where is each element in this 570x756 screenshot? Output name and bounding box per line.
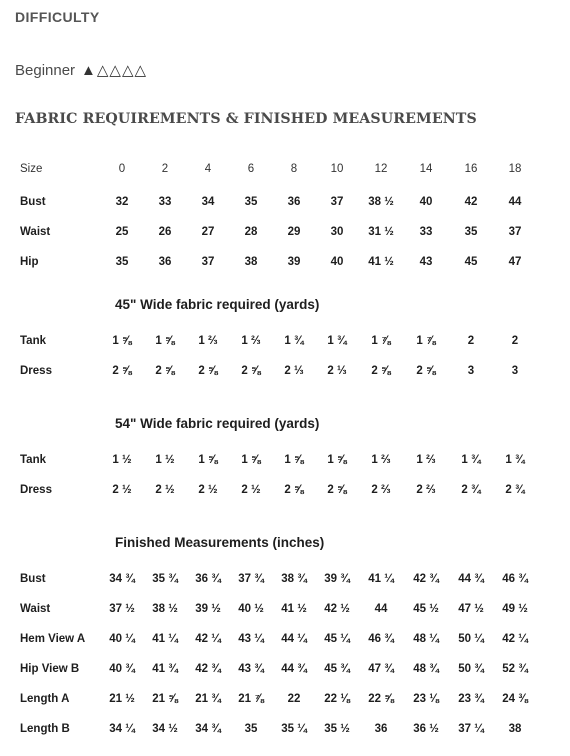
table-cell: 43 (419, 256, 433, 268)
table-cell: 37 (201, 256, 215, 268)
row-label: Tank (20, 454, 46, 466)
table-cell: 41 ¼ (368, 573, 394, 585)
table-cell: 12 (374, 163, 388, 175)
table-cell: 37 (330, 196, 344, 208)
table-cell: 43 ¼ (238, 633, 264, 645)
table-cell: 2 ⅝ (371, 365, 391, 377)
table-cell: 1 ⅝ (284, 454, 304, 466)
table-cell: 2 (467, 335, 475, 347)
table-cell: 33 (419, 226, 433, 238)
table-cell: 38 (508, 723, 522, 735)
table-cell: 47 ½ (458, 603, 484, 615)
table-cell: 40 ¾ (109, 663, 135, 675)
table-cell: 38 ¾ (281, 573, 307, 585)
table-cell: 2 ⅝ (284, 484, 304, 496)
table-cell: 2 ⅝ (327, 484, 347, 496)
table-cell: 44 (508, 196, 522, 208)
table-cell: 2 (511, 335, 519, 347)
table-row (0, 224, 570, 244)
table-cell: 44 ¾ (281, 663, 307, 675)
table-cell: 1 ¾ (327, 335, 347, 347)
table-cell: 16 (464, 163, 478, 175)
table-cell: 2 ½ (241, 484, 261, 496)
table-cell: 44 (374, 603, 388, 615)
difficulty-rating (15, 61, 147, 79)
table-cell: 2 ¾ (461, 484, 481, 496)
table-cell: 1 ¾ (505, 454, 525, 466)
table-cell: 45 ¼ (324, 633, 350, 645)
table-cell: 42 ¼ (502, 633, 528, 645)
table-cell: 21 ⅝ (152, 693, 178, 705)
table-cell: 24 ⅜ (502, 693, 528, 705)
table-cell: 38 (244, 256, 258, 268)
table-cell: 37 ¾ (238, 573, 264, 585)
fabric-requirements-heading: FABRIC REQUIREMENTS & FINISHED MEASUREMENTS (15, 111, 477, 127)
table-cell: 35 ½ (324, 723, 350, 735)
table-cell: 45 ½ (413, 603, 439, 615)
table-cell: 34 ¾ (195, 723, 221, 735)
table-cell: 46 ¾ (502, 573, 528, 585)
table-cell: 36 ¾ (195, 573, 221, 585)
table-cell: 35 (115, 256, 129, 268)
table-cell: 27 (201, 226, 215, 238)
row-label: Waist (20, 226, 51, 238)
row-label: Dress (20, 484, 52, 496)
table-cell: 35 ¾ (152, 573, 178, 585)
table-cell: 40 (419, 196, 433, 208)
table-cell: 1 ⅔ (241, 335, 261, 347)
table-cell: 3 (511, 365, 519, 377)
table-cell: 23 ⅛ (413, 693, 439, 705)
size-header-row (0, 161, 570, 181)
table-cell: 22 ⅝ (368, 693, 394, 705)
difficulty-level: Beginner (15, 62, 76, 79)
table-row (0, 691, 570, 711)
table-cell: 49 ½ (502, 603, 528, 615)
table-row (0, 601, 570, 621)
table-cell: 0 (118, 163, 126, 175)
table-cell: 1 ¾ (284, 335, 304, 347)
table-cell: 2 ½ (198, 484, 218, 496)
table-cell: 2 ½ (112, 484, 132, 496)
row-label: Bust (20, 196, 46, 208)
table-row (0, 363, 570, 383)
table-cell: 2 (161, 163, 169, 175)
table-cell: 40 ½ (238, 603, 264, 615)
table-cell: 4 (204, 163, 212, 175)
table-cell: 1 ⅞ (371, 335, 391, 347)
table-cell: 1 ⅞ (416, 335, 436, 347)
table-cell: 52 ¾ (502, 663, 528, 675)
table-cell: 6 (247, 163, 255, 175)
table-cell: 47 (508, 256, 522, 268)
table-cell: 39 ½ (195, 603, 221, 615)
table-row (0, 571, 570, 591)
table-cell: 41 ¼ (152, 633, 178, 645)
table-cell: 35 (464, 226, 478, 238)
finished-measurements-title: Finished Measurements (inches) (115, 535, 325, 550)
row-label: Hip View B (20, 663, 80, 675)
table-cell: 50 ¼ (458, 633, 484, 645)
table-cell: 46 ¾ (368, 633, 394, 645)
table-cell: 33 (158, 196, 172, 208)
table-cell: 36 (287, 196, 301, 208)
table-cell: 1 ⅝ (112, 335, 132, 347)
table-cell: 2 ⅝ (198, 365, 218, 377)
table-cell: 8 (290, 163, 298, 175)
row-label: Waist (20, 603, 51, 615)
table-cell: 40 (330, 256, 344, 268)
triangle-rating-icon: ▲△△△△ (81, 62, 148, 79)
table-cell: 48 ¼ (413, 633, 439, 645)
table-cell: 37 ½ (109, 603, 135, 615)
row-label: Length A (20, 693, 70, 705)
table-cell: 35 ¼ (281, 723, 307, 735)
table-cell: 36 ½ (413, 723, 439, 735)
table-cell: 42 ¼ (195, 633, 221, 645)
table-row (0, 631, 570, 651)
row-label: Hem View A (20, 633, 86, 645)
table-cell: 41 ½ (368, 256, 394, 268)
table-row (0, 333, 570, 353)
table-cell: 1 ¾ (461, 454, 481, 466)
table-cell: 28 (244, 226, 258, 238)
table-cell: 42 ¾ (413, 573, 439, 585)
table-cell: 25 (115, 226, 129, 238)
table-cell: 34 ¼ (109, 723, 135, 735)
table-cell: 37 ¼ (458, 723, 484, 735)
table-cell: 1 ⅔ (416, 454, 436, 466)
table-cell: 32 (115, 196, 129, 208)
table-cell: 42 (464, 196, 478, 208)
table-row (0, 452, 570, 472)
table-cell: 2 ⅔ (416, 484, 436, 496)
table-cell: 23 ¾ (458, 693, 484, 705)
table-cell: 1 ⅔ (198, 335, 218, 347)
table-cell: 22 ⅛ (324, 693, 350, 705)
table-cell: 2 ⅝ (112, 365, 132, 377)
table-cell: 50 ¾ (458, 663, 484, 675)
table-cell: 35 (244, 723, 258, 735)
table-cell: 36 (158, 256, 172, 268)
table-cell: 1 ⅝ (155, 335, 175, 347)
table-cell: 48 ¾ (413, 663, 439, 675)
table-cell: 18 (508, 163, 522, 175)
row-label: Hip (20, 256, 39, 268)
table-cell: 44 ¼ (281, 633, 307, 645)
table-cell: 41 ¾ (152, 663, 178, 675)
fabric-45-title: 45" Wide fabric required (yards) (115, 297, 320, 312)
table-cell: 2 ⅓ (327, 365, 347, 377)
table-cell: 1 ⅝ (327, 454, 347, 466)
table-cell: 42 ½ (324, 603, 350, 615)
table-cell: 2 ¾ (505, 484, 525, 496)
table-cell: 2 ½ (155, 484, 175, 496)
table-cell: 37 (508, 226, 522, 238)
table-cell: 14 (419, 163, 433, 175)
table-cell: 42 ¾ (195, 663, 221, 675)
table-cell: 22 (287, 693, 301, 705)
table-cell: 3 (467, 365, 475, 377)
table-cell: 41 ½ (281, 603, 307, 615)
table-cell: 1 ½ (112, 454, 132, 466)
table-cell: 47 ¾ (368, 663, 394, 675)
table-cell: 35 (244, 196, 258, 208)
row-label: Tank (20, 335, 46, 347)
table-row (0, 661, 570, 681)
table-cell: 21 ½ (109, 693, 135, 705)
row-label: Size (20, 163, 43, 175)
table-cell: 2 ⅓ (284, 365, 304, 377)
table-row (0, 254, 570, 274)
difficulty-heading: DIFFICULTY (15, 9, 100, 25)
table-cell: 34 ½ (152, 723, 178, 735)
table-cell: 45 ¾ (324, 663, 350, 675)
table-cell: 1 ½ (155, 454, 175, 466)
table-cell: 1 ⅝ (241, 454, 261, 466)
fabric-54-title: 54" Wide fabric required (yards) (115, 416, 320, 431)
table-row (0, 194, 570, 214)
table-cell: 34 ¾ (109, 573, 135, 585)
table-cell: 21 ⅞ (238, 693, 264, 705)
table-cell: 43 ¾ (238, 663, 264, 675)
table-cell: 1 ⅔ (371, 454, 391, 466)
table-row (0, 482, 570, 502)
table-cell: 44 ¾ (458, 573, 484, 585)
table-cell: 2 ⅝ (241, 365, 261, 377)
table-row (0, 721, 570, 741)
table-cell: 2 ⅔ (371, 484, 391, 496)
table-cell: 38 ½ (368, 196, 394, 208)
table-cell: 34 (201, 196, 215, 208)
table-cell: 36 (374, 723, 388, 735)
table-cell: 2 ⅝ (416, 365, 436, 377)
table-cell: 10 (330, 163, 344, 175)
table-cell: 29 (287, 226, 301, 238)
row-label: Bust (20, 573, 46, 585)
table-cell: 39 (287, 256, 301, 268)
row-label: Dress (20, 365, 52, 377)
row-label: Length B (20, 723, 70, 735)
table-cell: 39 ¾ (324, 573, 350, 585)
table-cell: 31 ½ (368, 226, 394, 238)
table-cell: 2 ⅝ (155, 365, 175, 377)
table-cell: 26 (158, 226, 172, 238)
table-cell: 45 (464, 256, 478, 268)
table-cell: 30 (330, 226, 344, 238)
table-cell: 40 ¼ (109, 633, 135, 645)
table-cell: 21 ¾ (195, 693, 221, 705)
table-cell: 1 ⅝ (198, 454, 218, 466)
table-cell: 38 ½ (152, 603, 178, 615)
